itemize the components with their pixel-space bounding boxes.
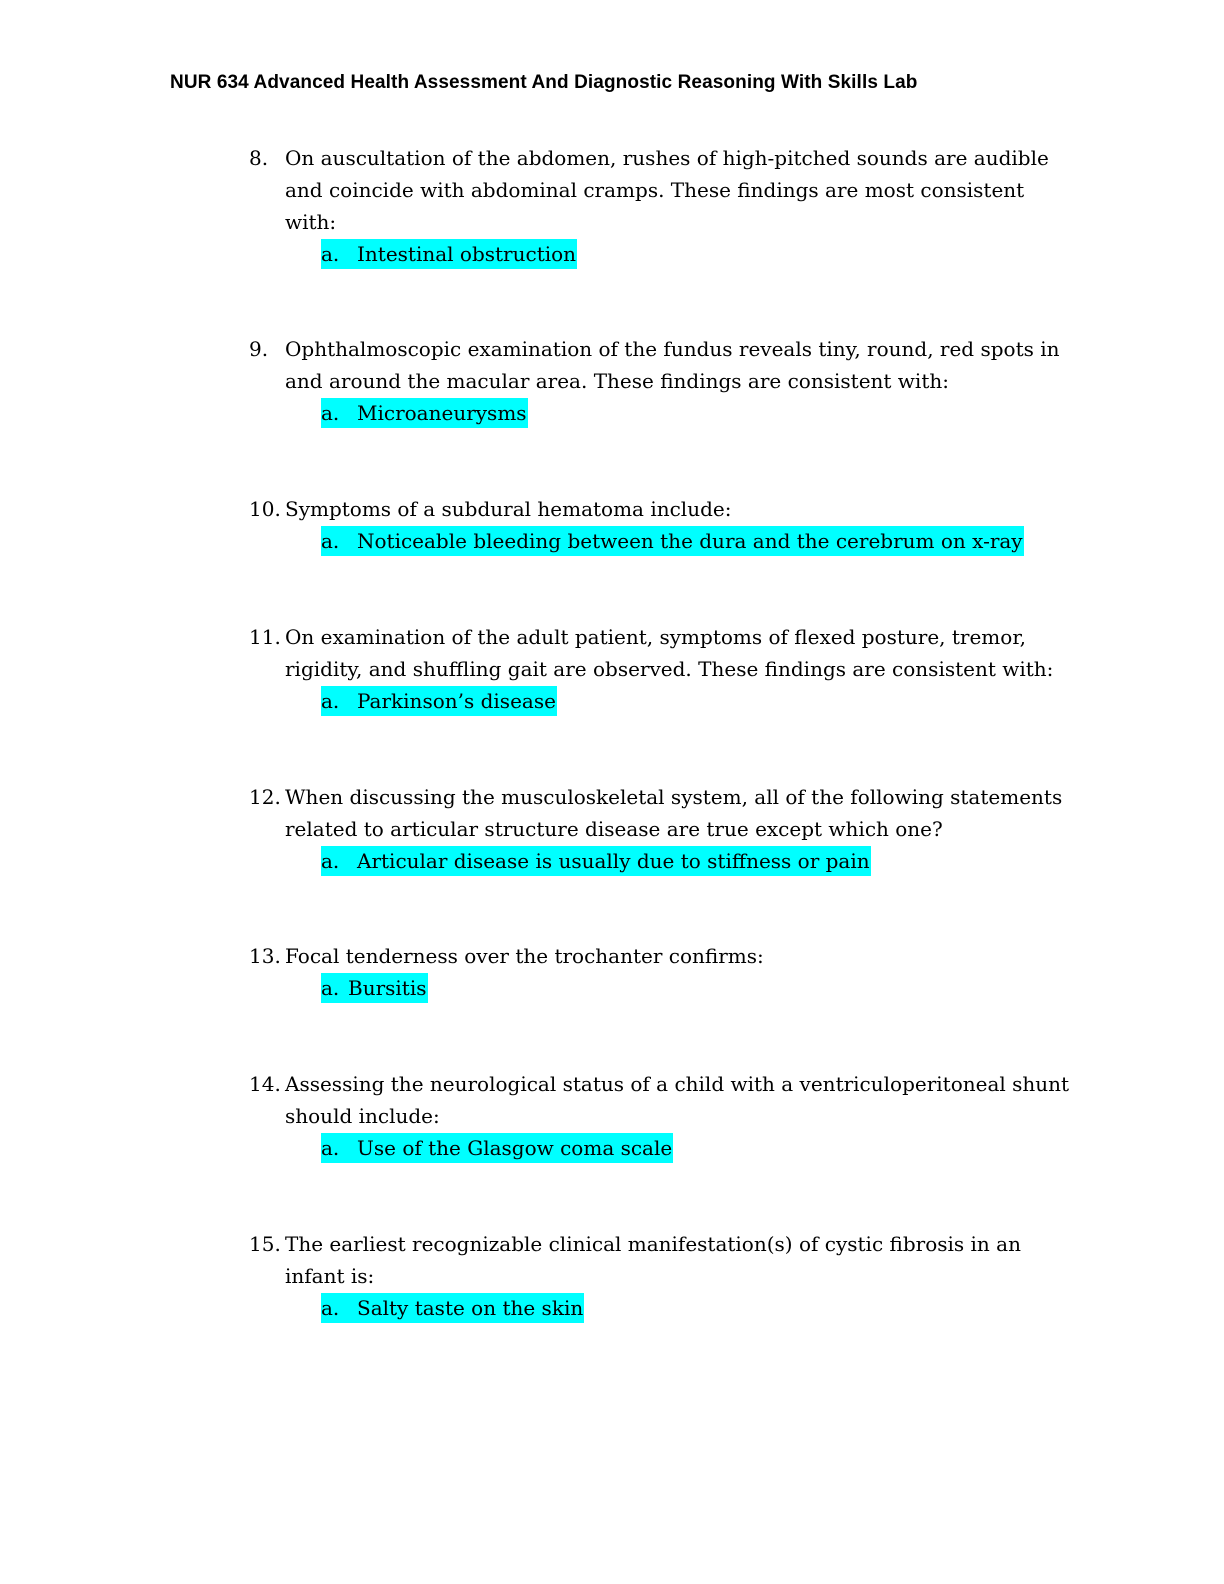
- question-text-line: should include:: [285, 1104, 440, 1128]
- page-title: NUR 634 Advanced Health Assessment And Diagnostic Reasoning With Skills Lab: [170, 72, 918, 93]
- question-text-line: and coincide with abdominal cramps. These findings are most consistent: [285, 178, 1025, 202]
- question-15: [249, 1228, 1079, 1324]
- answer-text: Use of the Glasgow coma scale: [357, 1136, 673, 1160]
- answer-letter: a.: [321, 689, 340, 713]
- question-text-line: Assessing the neurological status of a child with a ventriculoperitoneal shunt: [285, 1072, 1070, 1096]
- answer-text: Intestinal obstruction: [357, 242, 577, 266]
- question-12: [249, 781, 1079, 877]
- answer-option: [321, 972, 1079, 1004]
- answer-text: Noticeable bleeding between the dura and the cerebrum on x-ray: [357, 529, 1023, 553]
- answer-text: Salty taste on the skin: [357, 1296, 584, 1320]
- question-number: 12.: [249, 785, 281, 809]
- answer-text: Bursitis: [348, 976, 427, 1000]
- answer-option: [321, 685, 1079, 717]
- answer-option: [321, 1132, 1079, 1164]
- question-14: [249, 1068, 1079, 1164]
- question-number: 11.: [249, 625, 281, 649]
- answer-text: Parkinson’s disease: [357, 689, 556, 713]
- question-number: 14.: [249, 1072, 281, 1096]
- question-text-line: Focal tenderness over the trochanter confirms:: [285, 944, 764, 968]
- answer-letter: a.: [321, 976, 340, 1000]
- question-text-line: related to articular structure disease are true except which one?: [285, 817, 943, 841]
- question-11: [249, 621, 1079, 717]
- answer-option: [321, 397, 1079, 429]
- question-text-line: with:: [285, 210, 337, 234]
- answer-option: [321, 238, 1079, 270]
- answer-option: [321, 525, 1079, 557]
- answer-text: Microaneurysms: [357, 401, 527, 425]
- answer-option: [321, 845, 1079, 877]
- question-number: 8.: [249, 146, 269, 170]
- highlighted-answer: [321, 686, 557, 716]
- highlighted-answer: [321, 239, 577, 269]
- question-text-line: The earliest recognizable clinical manifestation(s) of cystic fibrosis in an: [285, 1232, 1021, 1256]
- question-text-line: On examination of the adult patient, symptoms of flexed posture, tremor,: [285, 625, 1027, 649]
- question-text-line: rigidity, and shuffling gait are observed. These findings are consistent with:: [285, 657, 1054, 681]
- highlighted-answer: [321, 846, 871, 876]
- question-text-line: When discussing the musculoskeletal system, all of the following statements: [285, 785, 1063, 809]
- answer-letter: a.: [321, 1136, 340, 1160]
- question-text-line: Ophthalmoscopic examination of the fundus reveals tiny, round, red spots in: [285, 337, 1060, 361]
- question-number: 9.: [249, 337, 269, 361]
- answer-option: [321, 1292, 1079, 1324]
- answer-text: Articular disease is usually due to stiffness or pain: [357, 849, 870, 873]
- question-8: [249, 142, 1079, 270]
- highlighted-answer: [321, 526, 1024, 556]
- question-text-line: Symptoms of a subdural hematoma include:: [285, 497, 732, 521]
- answer-letter: a.: [321, 1296, 340, 1320]
- question-13: [249, 940, 1079, 1004]
- question-number: 10.: [249, 497, 281, 521]
- question-text-line: and around the macular area. These findings are consistent with:: [285, 369, 949, 393]
- answer-letter: a.: [321, 849, 340, 873]
- question-text-line: On auscultation of the abdomen, rushes of high-pitched sounds are audible: [285, 146, 1049, 170]
- highlighted-answer: [321, 973, 428, 1003]
- highlighted-answer: [321, 1293, 584, 1323]
- answer-letter: a.: [321, 401, 340, 425]
- highlighted-answer: [321, 398, 528, 428]
- question-9: [249, 333, 1079, 429]
- question-number: 13.: [249, 944, 281, 968]
- highlighted-answer: [321, 1133, 673, 1163]
- question-number: 15.: [249, 1232, 281, 1256]
- question-10: [249, 493, 1079, 557]
- answer-letter: a.: [321, 529, 340, 553]
- question-text-line: infant is:: [285, 1264, 375, 1288]
- answer-letter: a.: [321, 242, 340, 266]
